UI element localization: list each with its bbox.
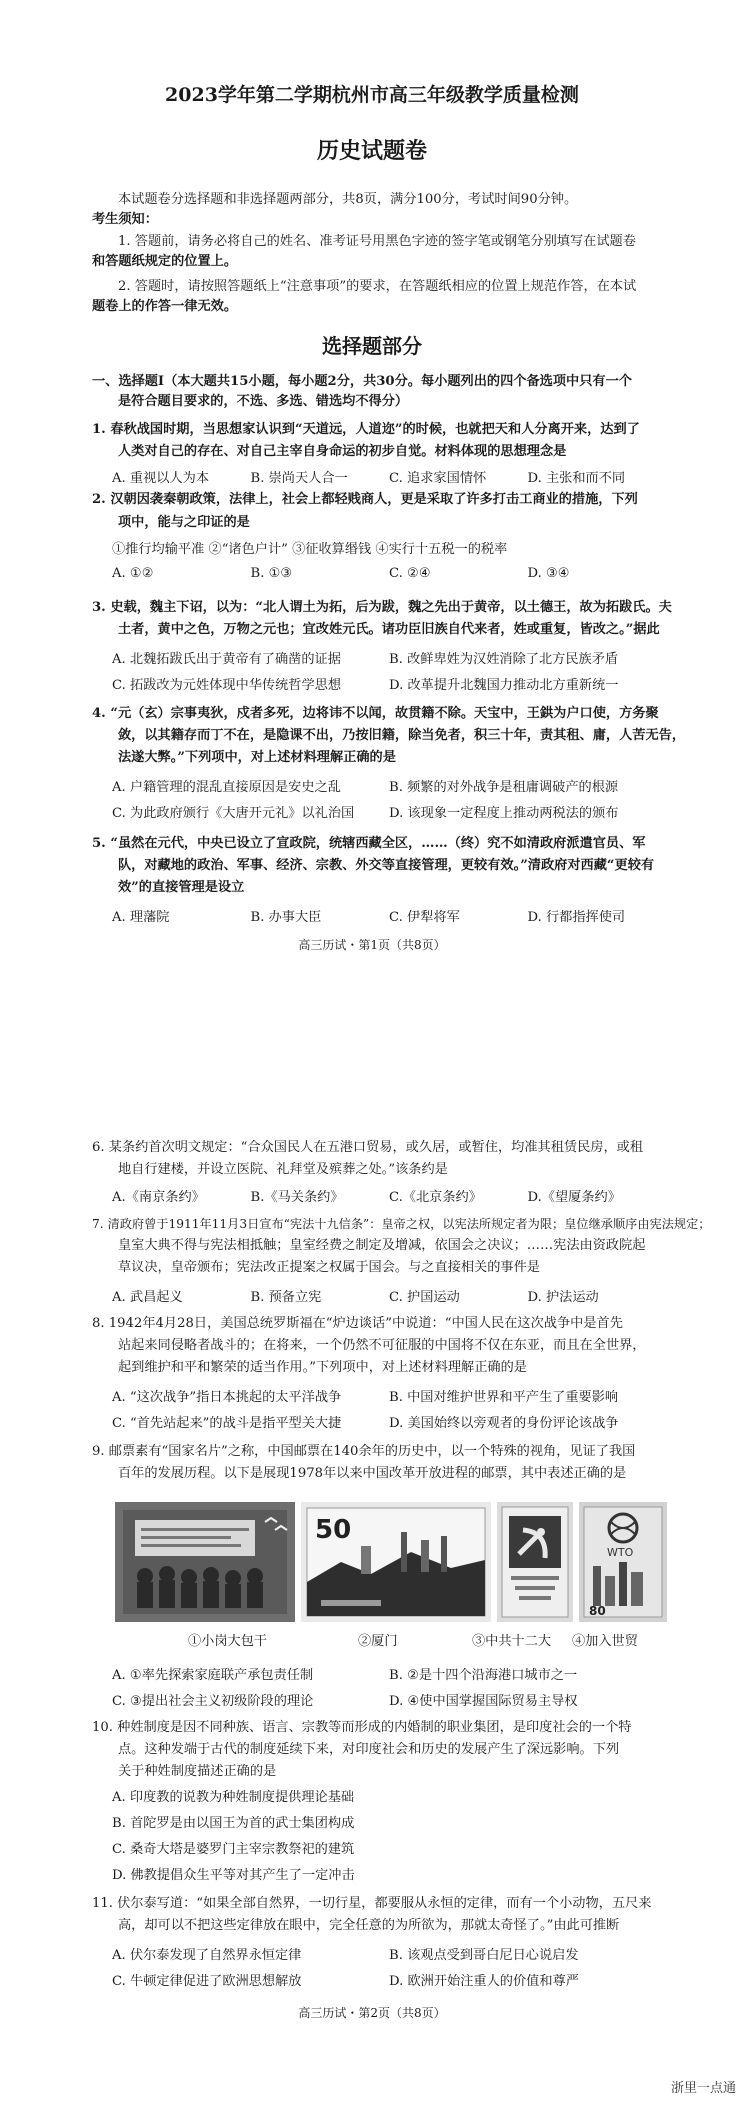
q3-option-d: D. 改革提升北魏国力推动北方重新统一 [389, 678, 619, 693]
stamp-xiaogang [115, 1502, 295, 1622]
q1-option-b: B. 崇尚天人合一 [250, 471, 348, 486]
q11-stem: 11. 伏尔泰写道：“如果全部自然界，一切行星，都要服从永恒的定律，而有一个小动物，五尺来 [92, 1896, 652, 1911]
q11-options-row2 [112, 1970, 666, 1989]
q10-stem-cont2: 关于种姓制度描述正确的是 [118, 1764, 277, 1779]
q10-option-c: C. 桑奇大塔是婆罗门主宰宗教祭祀的建筑 [112, 1842, 355, 1857]
stamp-text-wto: WTO [607, 1546, 634, 1559]
q11-stem-cont: 高，却可以不把这些定律放在眼中，完全任意的为所欲为，那就太奇怪了。”由此可推断 [118, 1918, 620, 1933]
notice-2-cont: 题卷上的作答一律无效。 [92, 299, 238, 314]
q6-options [112, 1186, 666, 1205]
q1-option-c: C. 追求家国情怀 [389, 471, 487, 486]
notice-1: 1. 答题前，请务必将自己的姓名、准考证号用黑色字迹的签字笔或钢笔分别填写在试题卷 [118, 234, 636, 249]
q5-option-b: B. 办事大臣 [250, 910, 322, 925]
q2-option-b: B. ①③ [250, 566, 293, 581]
q4-options-row2 [112, 802, 666, 821]
section1-heading-cont: 是符合题目要求的，不选、多选、错选均不得分） [118, 394, 409, 409]
stamp-label-4: ④加入世贸 [572, 1634, 638, 1649]
notice-label: 考生须知： [92, 212, 158, 227]
q8-option-b: B. 中国对维护世界和平产生了重要影响 [389, 1390, 619, 1405]
q5-options [112, 906, 666, 925]
q2-stem-cont: 项中，能与之印证的是 [118, 515, 250, 530]
q4-stem-cont2: 法遂大弊。”下列项中，对上述材料理解正确的是 [118, 750, 396, 765]
q4-option-b: B. 频繁的对外战争是租庸调破产的根源 [389, 780, 619, 795]
q5-stem-cont2: 效”的直接管理是设立 [118, 880, 245, 895]
watermark: 浙里一点通 [670, 2081, 736, 2096]
q9-options-row1 [112, 1664, 666, 1683]
q7-option-a: A. 武昌起义 [112, 1290, 183, 1305]
q11-option-d: D. 欧洲开始注重人的价值和尊严 [389, 1974, 579, 1989]
q8-options-row2 [112, 1412, 666, 1431]
stamp-label-2: ②厦门 [358, 1634, 398, 1649]
q11-option-b: B. 该观点受到哥白尼日心说启发 [389, 1948, 579, 1963]
q8-options-row1 [112, 1386, 666, 1405]
q1-option-a: A. 重视以人为本 [112, 471, 210, 486]
q9-option-b: B. ②是十四个沿海港口城市之一 [389, 1668, 578, 1683]
q9-stem-cont: 百年的发展历程。以下是展现1978年以来中国改革开放进程的邮票，其中表述正确的是 [118, 1466, 627, 1481]
q3-options-row2 [112, 674, 666, 693]
q9-option-c: C. ③提出社会主义初级阶段的理论 [112, 1694, 314, 1709]
q11-option-a: A. 伏尔泰发现了自然界永恒定律 [112, 1948, 302, 1963]
q2-items: ①推行均输平准 ②“诸色户计” ③征收算缗钱 ④实行十五税一的税率 [112, 542, 508, 557]
exam-title: 2023学年第二学期杭州市高三年级教学质量检测 [165, 84, 579, 106]
stamp-cpc-12th [497, 1502, 573, 1622]
q8-stem-cont2: 起到维护和平和繁荣的适当作用。”下列项中，对上述材料理解正确的是 [118, 1360, 527, 1375]
stamp-value-50: 50 [315, 1515, 352, 1545]
q2-options [112, 566, 666, 581]
q3-stem: 3. 史载，魏主下诏，以为：“北人谓土为拓，后为跋，魏之先出于黄帝，以土德王，故为拓跋氏。夫 [92, 600, 672, 615]
q7-options [112, 1286, 666, 1305]
q9-option-d: D. ④使中国掌握国际贸易主导权 [389, 1694, 578, 1709]
q10-stem-cont: 点。这种发端于古代的制度延续下来，对印度社会和历史的发展产生了深远影响。下列 [118, 1742, 620, 1757]
q1-options [112, 467, 666, 486]
q5-option-a: A. 理藩院 [112, 910, 170, 925]
stamp-xiamen [301, 1502, 491, 1622]
q8-option-a: A. “这次战争”指日本挑起的太平洋战争 [112, 1390, 342, 1405]
q3-option-a: A. 北魏拓跋氏出于黄帝有了确凿的证据 [112, 652, 341, 667]
q3-option-c: C. 拓跋改为元姓体现中华传统哲学思想 [112, 678, 342, 693]
page-gap [0, 955, 744, 1130]
page-1 [0, 0, 744, 955]
q4-stem-cont: 敛，以其籍存而丁不在，是隐课不出，乃按旧籍，除当免者，积三十年，责其租、庸，人苦无告， [118, 728, 686, 743]
q5-option-c: C. 伊犁将军 [389, 910, 460, 925]
q6-option-a: A.《南京条约》 [112, 1190, 205, 1205]
q7-stem-cont: 皇室大典不得与宪法相抵触；皇室经费之制定及增减，依国会之决议；……宪法由资政院起 [118, 1238, 646, 1253]
notice-2: 2. 答题时，请按照答题纸上“注意事项”的要求，在答题纸相应的位置上规范作答，在本试 [118, 279, 637, 294]
q5-stem-cont: 队，对藏地的政治、军事、经济、宗教、外交等直接管理，更较有效。”清政府对西藏“更较有 [118, 858, 655, 873]
q1-stem-cont: 人类对自己的存在、对自己主宰自身命运的初步自觉。材料体现的思想理念是 [118, 444, 567, 459]
section-title: 选择题部分 [322, 334, 422, 358]
q3-stem-cont: 土者，黄中之色，万物之元也；宜改姓元氏。诸功臣旧族自代来者，姓或重复，皆改之。”据此 [118, 622, 660, 637]
q7-option-b: B. 预备立宪 [250, 1290, 322, 1305]
q3-option-b: B. 改鲜卑姓为汉姓消除了北方民族矛盾 [389, 652, 619, 667]
q10-option-d: D. 佛教提倡众生平等对其产生了一定冲击 [112, 1868, 355, 1883]
q6-option-c: C.《北京条约》 [389, 1190, 482, 1205]
page-footer-2: 高三历试・第2页（共8页） [298, 2006, 446, 2020]
q1-stem: 1. 春秋战国时期，当思想家认识到“天道远，人道迩”的时候，也就把天和人分离开来，达到了 [92, 422, 640, 437]
q8-stem-cont: 站起来同侵略者战斗的；在将来，一个仍然不可征服的中国将不仅在东亚，而且在全世界， [118, 1338, 646, 1353]
q2-option-c: C. ②④ [389, 566, 431, 581]
q4-option-a: A. 户籍管理的混乱直接原因是安史之乱 [112, 780, 341, 795]
q6-option-d: D.《望厦条约》 [527, 1190, 621, 1205]
paper-title: 历史试题卷 [316, 138, 427, 164]
q8-option-c: C. “首先站起来”的战斗是指平型关大捷 [112, 1416, 342, 1431]
q7-stem: 7. 清政府曾于1911年11月3日宣布“宪法十九信条”：皇帝之权，以宪法所规定者为限；皇位继承顺序由宪法规定； [92, 1217, 711, 1231]
stamp-label-3: ③中共十二大 [472, 1634, 552, 1649]
q9-stem: 9. 邮票素有“国家名片”之称，中国邮票在140余年的历史中，以一个特殊的视角，见证了我国 [92, 1444, 636, 1459]
q2-option-d: D. ③④ [527, 566, 570, 581]
q6-stem: 6. 某条约首次明文规定：“合众国民人在五港口贸易，或久居，或暂住，均准其租赁民房，或租 [92, 1140, 644, 1155]
page-footer-1: 高三历试・第1页（共8页） [298, 938, 446, 952]
stamps-figure [115, 1502, 667, 1622]
q4-stem: 4. “元（玄）宗事夷狄，戍者多死，边将讳不以闻，故贯籍不除。天宝中，王鉷为户口使，方务聚 [92, 706, 659, 721]
q11-option-c: C. 牛顿定律促进了欧洲思想解放 [112, 1974, 302, 1989]
q4-option-d: D. 该现象一定程度上推动两税法的颁布 [389, 806, 619, 821]
q1-option-d: D. 主张和而不同 [527, 471, 626, 486]
q4-option-c: C. 为此政府颁行《大唐开元礼》以礼治国 [112, 806, 355, 821]
stamp-value-80: 80 [589, 1604, 606, 1618]
q5-stem: 5. “虽然在元代，中央已设立了宣政院，统辖西藏全区，……（终）究不如清政府派遣官员、军 [92, 836, 646, 851]
notice-1-cont: 和答题纸规定的位置上。 [92, 254, 238, 269]
q7-option-c: C. 护国运动 [389, 1290, 460, 1305]
stamp-label-1: ①小岗大包干 [188, 1634, 268, 1649]
q5-option-d: D. 行都指挥使司 [527, 910, 626, 925]
q6-stem-cont: 地自行建楼，并设立医院、礼拜堂及殡葬之处。”该条约是 [118, 1162, 448, 1177]
q7-stem-cont2: 草议决，皇帝颁布；宪法改正提案之权属于国会。与之直接相关的事件是 [118, 1260, 540, 1275]
q9-option-a: A. ①率先探索家庭联产承包责任制 [112, 1668, 314, 1683]
q2-option-a: A. ①② [112, 566, 154, 581]
q10-option-a: A. 印度教的说教为种姓制度提供理论基础 [112, 1790, 355, 1805]
q8-option-d: D. 美国始终以旁观者的身份评论该战争 [389, 1416, 619, 1431]
q10-option-b: B. 首陀罗是由以国王为首的武士集团构成 [112, 1816, 355, 1831]
q6-option-b: B.《马关条约》 [250, 1190, 344, 1205]
stamp-wto [579, 1502, 667, 1622]
q4-options-row1 [112, 776, 666, 795]
q10-stem: 10. 种姓制度是因不同种族、语言、宗教等而形成的内婚制的职业集团，是印度社会的一个特 [92, 1720, 632, 1735]
q9-options-row2 [112, 1690, 666, 1709]
q11-options-row1 [112, 1944, 666, 1963]
intro-text: 本试题卷分选择题和非选择题两部分，共8页，满分100分，考试时间90分钟。 [118, 192, 578, 207]
q7-option-d: D. 护法运动 [527, 1290, 599, 1305]
q8-stem: 8. 1942年4月28日，美国总统罗斯福在“炉边谈话”中说道：“中国人民在这次战争中是首先 [92, 1316, 623, 1331]
q2-stem: 2. 汉朝因袭秦朝政策，法律上，社会上都轻贱商人，更是采取了许多打击工商业的措施，下列 [92, 492, 638, 507]
section1-heading: 一、选择题Ⅰ（本大题共15小题，每小题2分，共30分。每小题列出的四个备选项中只有一个 [92, 374, 632, 389]
q3-options-row1 [112, 648, 666, 667]
